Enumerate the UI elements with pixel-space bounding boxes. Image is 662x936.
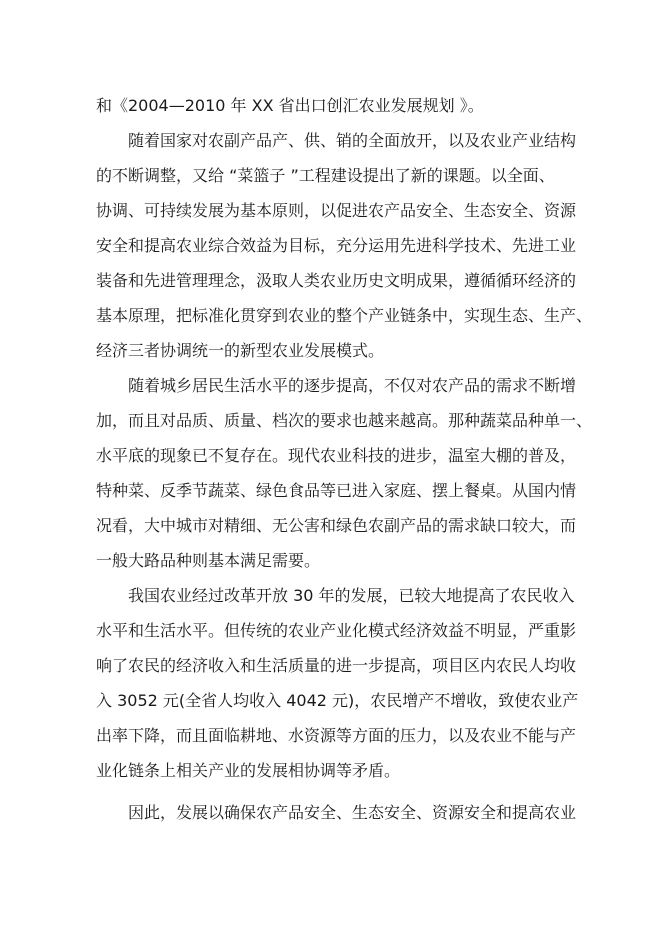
paragraph-farmer-income xyxy=(96,578,596,788)
text-line: 加，而且对品质、质量、档次的要求也越来越高。那种蔬菜品种单一、 xyxy=(96,411,593,430)
text-line: 随着城乡居民生活水平的逐步提高，不仅对农产品的需求不断增 xyxy=(128,376,577,395)
text-line: 出率下降，而且面临耕地、水资源等方面的压力，以及农业不能与产 xyxy=(96,726,577,745)
text-line: 一般大路品种则基本满足需要。 xyxy=(96,551,321,570)
text-line: 协调、可持续发展为基本原则，以促进农产品安全、生态安全、资源 xyxy=(96,201,577,220)
text-line: 装备和先进管理理念，汲取人类农业历史文明成果，遵循循环经济的 xyxy=(96,271,577,290)
text-line: 水平底的现象已不复存在。现代农业科技的进步，温室大棚的普及， xyxy=(96,446,577,465)
text-line: 响了农民的经济收入和生活质量的进一步提高，项目区内农民人均收 xyxy=(96,656,577,675)
text-line: 业化链条上相关产业的发展相协调等矛盾。 xyxy=(96,761,401,780)
text-line: 水平和生活水平。但传统的农业产业化模式经济效益不明显，严重影 xyxy=(96,621,577,640)
text-line: 入 3052 元(全省人均收入 4042 元)，农民增产不增收，致使农业产 xyxy=(96,691,579,710)
paragraph-conclusion xyxy=(96,795,596,830)
text-line: 安全和提高农业综合效益为目标，充分运用先进科学技术、先进工业 xyxy=(96,236,577,255)
text-line: 况看，大中城市对精细、无公害和绿色农副产品的需求缺口较大，而 xyxy=(96,516,577,535)
text-line: 因此，发展以确保农产品安全、生态安全、资源安全和提高农业 xyxy=(128,803,577,822)
text-line: 特种菜、反季节蔬菜、绿色食品等已进入家庭、摆上餐桌。从国内情 xyxy=(96,481,577,500)
text-line: 的不断调整，又给 “菜篮子 ”工程建设提出了新的课题。以全面、 xyxy=(96,166,555,185)
paragraph-living-standards xyxy=(96,368,596,578)
text-line: 基本原理，把标准化贯穿到农业的整个产业链条中，实现生态、生产、 xyxy=(96,306,593,325)
text-line: 我国农业经过改革开放 30 年的发展，已较大地提高了农民收入 xyxy=(128,586,575,605)
text-line: 经济三者协调统一的新型农业发展模式。 xyxy=(96,341,385,360)
paragraph-plan-reference xyxy=(96,88,596,123)
paragraph-vegetable-basket xyxy=(96,123,596,368)
text-line: 和《2004—2010 年 XX 省出口创汇农业发展规划 》。 xyxy=(96,96,484,115)
text-line: 随着国家对农副产品产、供、销的全面放开，以及农业产业结构 xyxy=(128,131,577,150)
